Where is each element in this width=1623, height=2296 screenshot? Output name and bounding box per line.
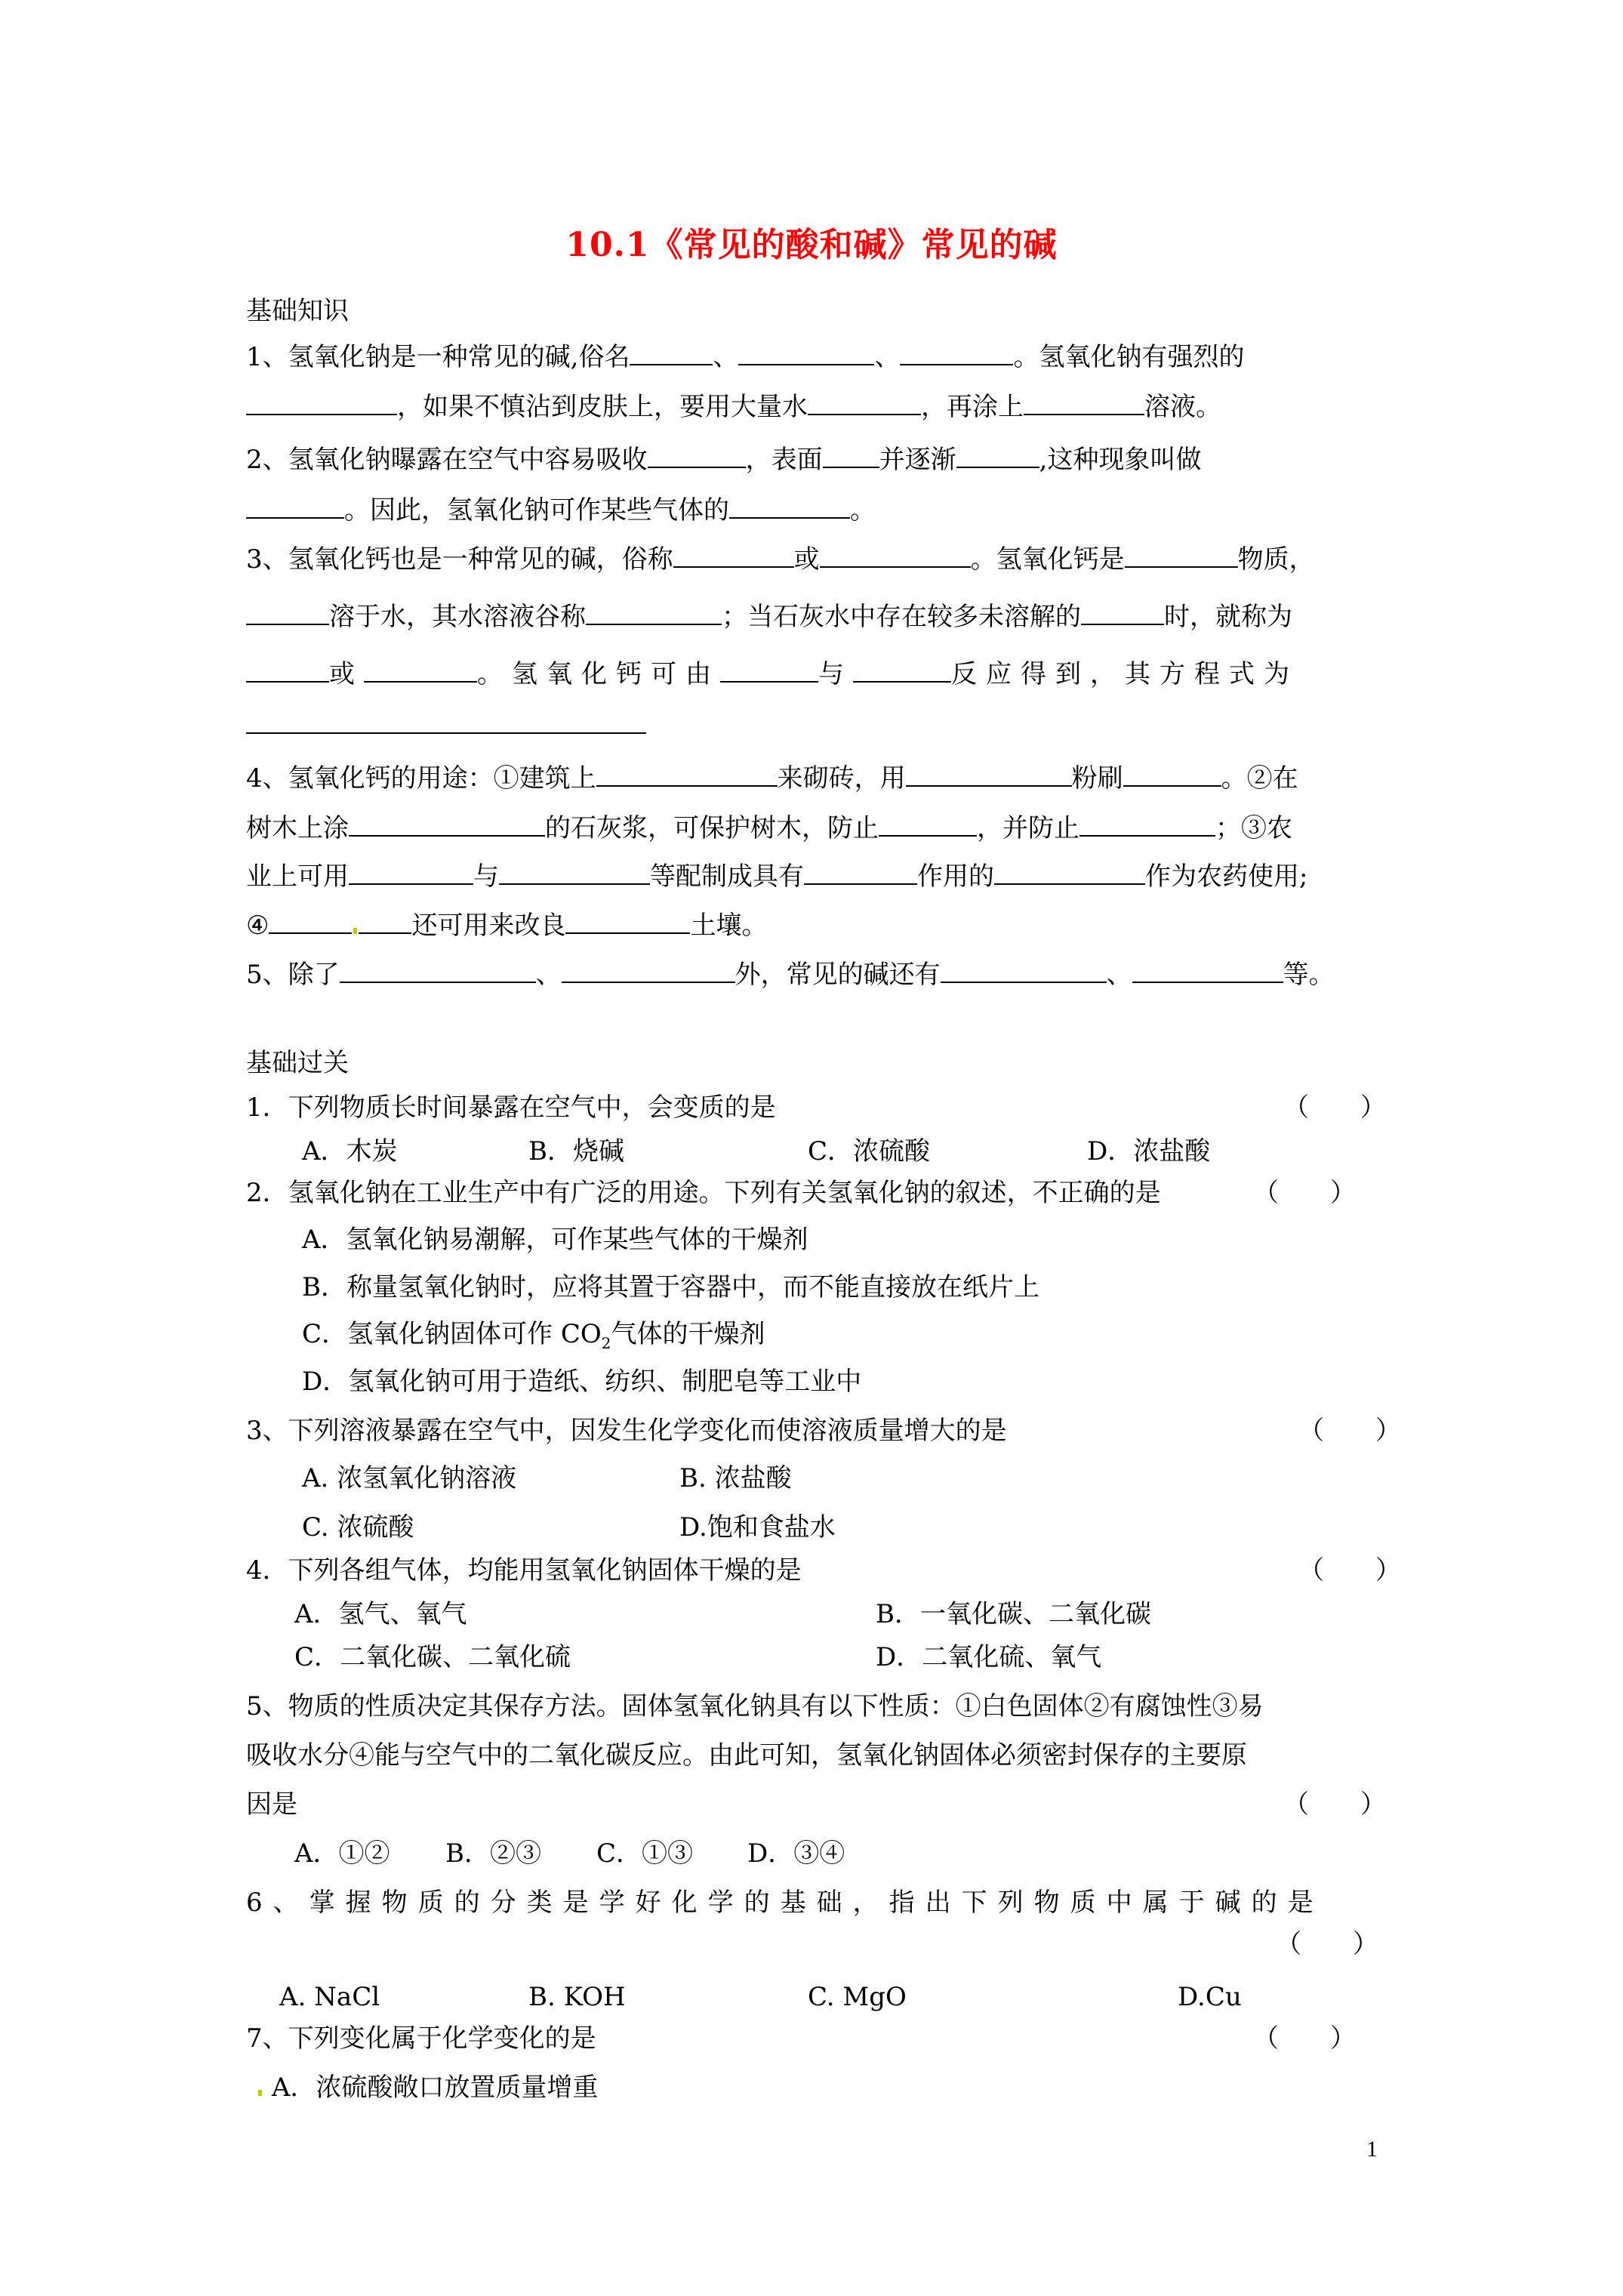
answer-blank[interactable] xyxy=(900,341,1013,365)
mcq-3-option-c[interactable]: C. 浓硫酸 xyxy=(302,1512,414,1542)
answer-paren[interactable]: （ ） xyxy=(1283,1789,1386,1820)
mcq-1-option-d[interactable]: D．浓盐酸 xyxy=(1087,1136,1211,1166)
mcq-5-stem-line2: 吸收水分④能与空气中的二氧化碳反应。由此可知，氢氧化钠固体必须密封保存的主要原 xyxy=(246,1740,1247,1771)
q2-line1: 2、氢氧化钠曝露在空气中容易吸收 ，表面 并逐渐 ,这种现象叫做 xyxy=(246,445,1202,475)
answer-blank[interactable] xyxy=(906,763,1072,787)
answer-blank[interactable] xyxy=(853,658,951,683)
mcq-2-option-a[interactable]: A．氢氧化钠易潮解，可作某些气体的干燥剂 xyxy=(302,1225,808,1255)
mcq-4-option-d[interactable]: D．二氧化硫、氧气 xyxy=(876,1642,1102,1672)
page-number: 1 xyxy=(1366,2137,1378,2162)
mcq-5-stem-line3: 因是 xyxy=(246,1789,297,1820)
mcq-5-option-d[interactable]: D．③④ xyxy=(747,1838,845,1869)
answer-blank[interactable] xyxy=(246,710,646,734)
mcq-7-stem: 7、下列变化属于化学变化的是 xyxy=(246,2023,596,2054)
mcq-6-option-d[interactable]: D.Cu xyxy=(1178,1982,1242,2012)
mcq-4-stem: 4．下列各组气体，均能用氢氧化钠固体干燥的是 xyxy=(246,1555,802,1586)
answer-blank[interactable] xyxy=(1125,544,1238,568)
answer-blank[interactable] xyxy=(340,959,536,983)
q4-line4: ④ 还可用来改良 土壤。 xyxy=(246,911,768,941)
answer-blank[interactable] xyxy=(823,444,879,468)
mcq-6-option-b[interactable]: B. KOH xyxy=(528,1982,626,2012)
answer-blank[interactable] xyxy=(359,910,411,934)
q4-line1: 4、氢氧化钙的用途：①建筑上 来砌砖，用 粉刷 。②在 xyxy=(246,763,1298,794)
answer-blank[interactable] xyxy=(648,444,746,468)
answer-paren[interactable]: （ ） xyxy=(1253,1178,1356,1208)
answer-blank[interactable] xyxy=(246,601,329,625)
answer-blank[interactable] xyxy=(738,341,874,365)
q3-line2: 溶于水，其水溶液谷称 ；当石灰水中存在较多未溶解的 时，就称为 xyxy=(246,601,1292,632)
mcq-1-option-c[interactable]: C．浓硫酸 xyxy=(808,1136,931,1166)
answer-blank[interactable] xyxy=(246,495,344,519)
document-title: 10.1《常见的酸和碱》常见的碱 xyxy=(565,226,1058,264)
mcq-2-option-d[interactable]: D．氢氧化钠可用于造纸、纺织、制肥皂等工业中 xyxy=(302,1367,862,1397)
answer-blank[interactable] xyxy=(1123,763,1221,787)
answer-blank[interactable] xyxy=(1081,601,1164,625)
answer-blank[interactable] xyxy=(562,959,735,983)
answer-blank[interactable] xyxy=(1079,812,1215,837)
q2-line2: 。因此，氢氧化钠可作某些气体的 。 xyxy=(246,495,876,525)
section-heading-practice: 基础过关 xyxy=(246,1048,349,1078)
mcq-5-stem-line1: 5、物质的性质决定其保存方法。固体氢氧化钠具有以下性质：①白色固体②有腐蚀性③易 xyxy=(246,1691,1264,1721)
answer-blank[interactable] xyxy=(246,658,329,683)
mcq-4-option-a[interactable]: A．氢气、氧气 xyxy=(294,1599,467,1629)
answer-paren[interactable]: （ ） xyxy=(1298,1555,1401,1586)
q1-line2: ，如果不慎沾到皮肤上，要用大量水 ，再涂上 溶液。 xyxy=(246,391,1221,422)
mcq-4-option-c[interactable]: C．二氧化碳、二氧化硫 xyxy=(294,1642,571,1672)
mcq-1-option-a[interactable]: A．木炭 xyxy=(302,1136,398,1166)
answer-blank[interactable] xyxy=(804,861,917,885)
answer-blank[interactable] xyxy=(586,601,722,625)
answer-paren[interactable]: （ ） xyxy=(1283,1093,1386,1123)
mcq-1-option-b[interactable]: B．烧碱 xyxy=(528,1136,624,1166)
answer-blank[interactable] xyxy=(729,495,850,519)
mcq-7-option-a[interactable]: A．浓硫酸敞口放置质量增重 xyxy=(257,2073,598,2103)
q3-equation-line xyxy=(246,710,646,741)
answer-blank[interactable] xyxy=(994,861,1145,885)
answer-blank[interactable] xyxy=(596,763,778,787)
answer-blank[interactable] xyxy=(879,812,977,837)
q1-line1: 1、氢氧化钠是一种常见的碱,俗名 、 、 。氢氧化钠有强烈的 xyxy=(246,342,1245,372)
answer-blank[interactable] xyxy=(673,544,794,568)
answer-blank[interactable] xyxy=(1024,391,1144,415)
answer-blank[interactable] xyxy=(630,341,713,365)
mcq-2-stem: 2．氢氧化钠在工业生产中有广泛的用途。下列有关氢氧化钠的叙述，不正确的是 xyxy=(246,1178,1161,1208)
mcq-3-option-b[interactable]: B. 浓盐酸 xyxy=(679,1463,792,1493)
answer-blank[interactable] xyxy=(349,861,473,885)
mcq-5-option-c[interactable]: C．①③ xyxy=(596,1838,694,1869)
answer-blank[interactable] xyxy=(820,544,971,568)
answer-blank[interactable] xyxy=(269,910,352,934)
mcq-5-option-a[interactable]: A．①② xyxy=(294,1838,390,1869)
answer-blank[interactable] xyxy=(364,658,477,683)
answer-blank[interactable] xyxy=(349,812,545,837)
answer-blank[interactable] xyxy=(565,910,690,934)
mcq-2-option-b[interactable]: B．称量氢氧化钠时，应将其置于容器中，而不能直接放在纸片上 xyxy=(302,1272,1039,1302)
q5-line1: 5、除了 、 外，常见的碱还有 、 等。 xyxy=(246,960,1335,990)
answer-paren[interactable]: （ ） xyxy=(1298,1416,1401,1446)
q3-line1: 3、氢氧化钙也是一种常见的碱，俗称 或 。氢氧化钙是 物质， xyxy=(246,544,1315,575)
mcq-1-stem: 1．下列物质长时间暴露在空气中，会变质的是 xyxy=(246,1093,776,1123)
stray-mark xyxy=(353,928,357,934)
answer-blank[interactable] xyxy=(246,391,397,415)
mcq-6-stem: 6、掌握物质的分类是学好化学的基础，指出下列物质中属于碱的是 xyxy=(246,1888,1324,1918)
mcq-6-option-a[interactable]: A. NaCl xyxy=(279,1982,380,2012)
answer-blank[interactable] xyxy=(1132,959,1283,983)
stray-mark xyxy=(258,2090,262,2096)
mcq-3-option-d[interactable]: D.饱和食盐水 xyxy=(679,1512,836,1542)
mcq-3-option-a[interactable]: A. 浓氢氧化钠溶液 xyxy=(302,1463,517,1493)
mcq-3-stem: 3、下列溶液暴露在空气中，因发生化学变化而使溶液质量增大的是 xyxy=(246,1416,1007,1446)
answer-blank[interactable] xyxy=(941,959,1107,983)
mcq-5-option-b[interactable]: B．②③ xyxy=(445,1838,541,1869)
mcq-6-option-c[interactable]: C. MgO xyxy=(808,1982,907,2012)
mcq-4-option-b[interactable]: B．一氧化碳、二氧化碳 xyxy=(876,1599,1151,1629)
answer-blank[interactable] xyxy=(808,391,921,415)
answer-blank[interactable] xyxy=(956,444,1039,468)
answer-blank[interactable] xyxy=(499,861,650,885)
mcq-2-option-c[interactable]: C．氢氧化钠固体可作 $CO_2$气体的干燥剂 xyxy=(302,1319,765,1352)
answer-paren[interactable]: （ ） xyxy=(1276,1929,1378,1959)
answer-blank[interactable] xyxy=(720,658,818,683)
section-heading-basics: 基础知识 xyxy=(246,296,349,326)
q4-line2: 树木上涂 的石灰浆，可保护树木，防止 ，并防止 ；③农 xyxy=(246,813,1292,843)
q3-line3: 或 。氢氧化钙可由 与 反应得到，其方程式为 xyxy=(246,658,1298,689)
q4-line3: 业上可用 与 等配制成具有 作用的 作为农药使用; xyxy=(246,861,1308,892)
answer-paren[interactable]: （ ） xyxy=(1253,2023,1356,2054)
